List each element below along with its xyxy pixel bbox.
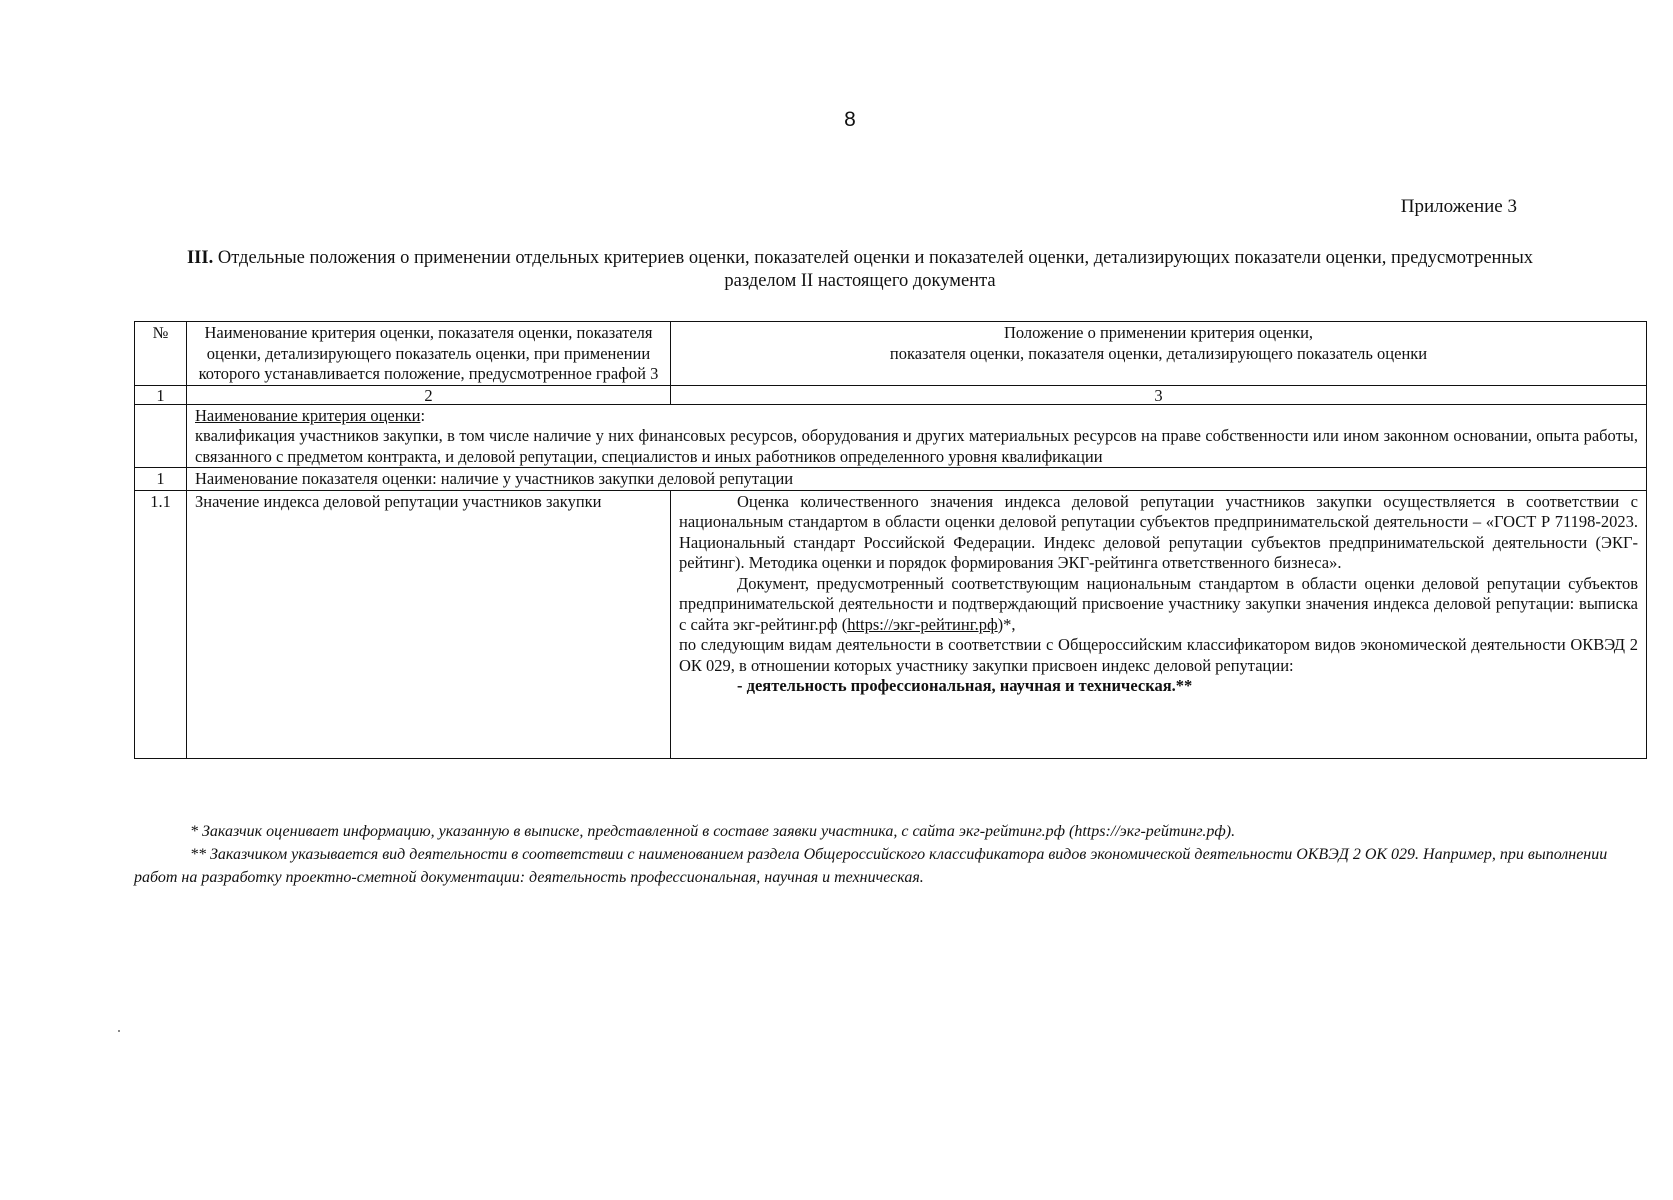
criterion-text: квалификация участников закупки, в том числе наличие у них финансовых ресурсов, оборудования и других материальных ресурсов на праве собственности или ином законном основании, опыта работы, связанного с предметом контракта, и деловой репутации, специалистов и иных работников определенного уровня квалификации bbox=[195, 426, 1638, 466]
provision-paragraph-3: по следующим видам деятельности в соответствии с Общероссийским классификатором видов экономической деятельности ОКВЭД 2 ОК 029, в отношении которых участнику закупки присвоен индекс деловой репутации: bbox=[679, 635, 1638, 675]
column-number-2: 2 bbox=[187, 385, 671, 404]
header-provision-line2: показателя оценки, показателя оценки, детализирующего показатель оценки bbox=[889, 343, 1428, 363]
section-title-text: Отдельные положения о применении отдельных критериев оценки, показателей оценки и показателей оценки, детализирующих показатели оценки, предусмотренных разделом II настоящего документа bbox=[217, 248, 1534, 291]
footnotes bbox=[134, 820, 1647, 889]
table-header-row bbox=[135, 322, 1647, 386]
header-provision-line1: Положение о применении критерия оценки, bbox=[1003, 323, 1314, 342]
sub-indicator-name: Значение индекса деловой репутации участников закупки bbox=[187, 490, 671, 758]
indicator-num: 1 bbox=[135, 468, 187, 491]
indicator-row bbox=[135, 468, 1647, 491]
column-numbers-row bbox=[135, 385, 1647, 404]
column-number-3: 3 bbox=[671, 385, 1647, 404]
provision-paragraph-1: Оценка количественного значения индекса деловой репутации участников закупки осуществляется в соответствии с национальным стандартом в области оценки деловой репутации субъектов предпринимательской деятельности – «ГОСТ Р 71198-2023. Национальный стандарт Российской Федерации. Индекс деловой репутации субъектов предпринимательской деятельности (ЭКГ-рейтинг). Методика оценки и порядок формирования ЭКГ-рейтинга ответственного бизнеса». bbox=[679, 491, 1638, 572]
criterion-label: Наименование критерия оценки: bbox=[195, 405, 426, 425]
criterion-row bbox=[135, 404, 1647, 468]
footnote-1: * Заказчик оценивает информацию, указанную в выписке, представленной в составе заявки участника, с сайта экг-рейтинг.рф (https://экг-рейтинг.рф). bbox=[190, 823, 1236, 840]
ekg-rating-link[interactable]: https://экг-рейтинг.рф bbox=[847, 614, 998, 634]
section-roman-numeral: III. bbox=[186, 248, 214, 268]
indicator-text: Наименование показателя оценки: наличие у участников закупки деловой репутации bbox=[187, 468, 1647, 491]
sub-indicator-row bbox=[135, 490, 1647, 758]
sub-indicator-num: 1.1 bbox=[135, 490, 187, 758]
section-title bbox=[150, 247, 1570, 293]
column-number-1: 1 bbox=[135, 385, 187, 404]
header-provision bbox=[671, 322, 1647, 386]
criterion-cell bbox=[187, 404, 1647, 468]
header-criterion-name: Наименование критерия оценки, показателя оценки, показателя оценки, детализирующего показатель оценки, при применении которого устанавливается положение, предусмотренное графой 3 bbox=[187, 322, 671, 386]
footnote-2: ** Заказчиком указывается вид деятельности в соответствии с наименованием раздела Общероссийского классификатора видов экономической деятельности ОКВЭД 2 ОК 029. Например, при выполнении работ на разработку проектно-сметной документации: деятельность профессиональная, научная и техническая. bbox=[134, 846, 1608, 886]
scan-speck bbox=[118, 1030, 120, 1032]
criterion-num-cell bbox=[135, 404, 187, 468]
header-num: № bbox=[135, 322, 187, 386]
appendix-label: Приложение 3 bbox=[1400, 196, 1517, 217]
page-number: 8 bbox=[844, 108, 856, 131]
provision-paragraph-2: Документ, предусмотренный соответствующим национальным стандартом в области оценки деловой репутации субъектов предпринимательской деятельности и подтверждающий присвоение участнику закупки значения индекса деловой репутации: выписка с сайта экг-рейтинг.рф (https://экг-рейтинг.рф)*, bbox=[679, 573, 1638, 634]
criteria-table bbox=[134, 321, 1647, 759]
sub-indicator-provision bbox=[671, 490, 1647, 758]
activity-type: - деятельность профессиональная, научная и техническая.** bbox=[737, 676, 1193, 695]
